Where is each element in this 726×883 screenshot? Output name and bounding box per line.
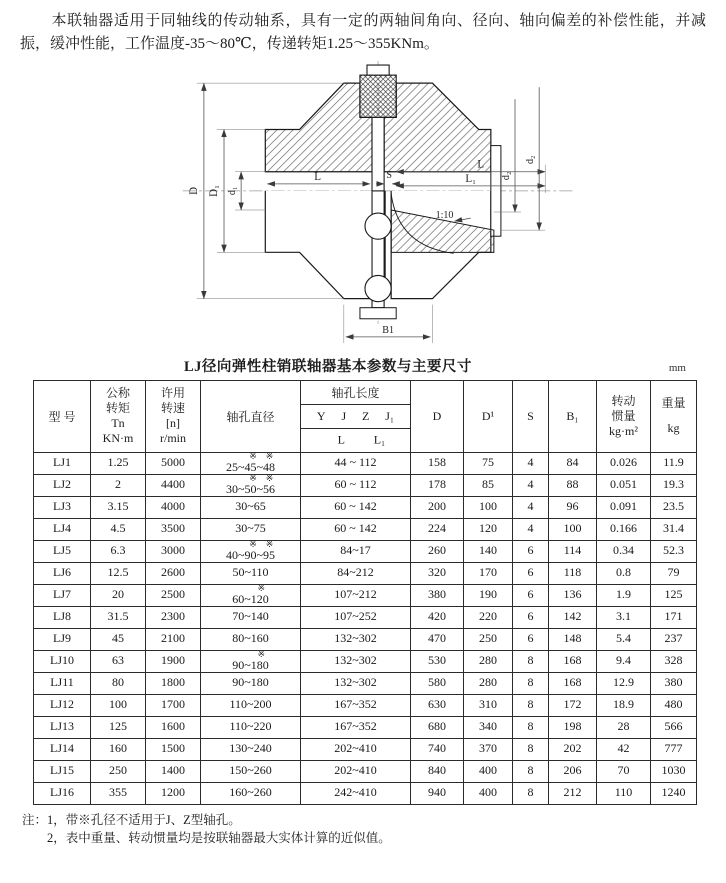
cell-bore: 30~75 <box>201 518 301 540</box>
cell-D1: 140 <box>464 540 513 562</box>
bore-footnote-marks: ※ <box>257 583 266 593</box>
cell-inertia: 9.4 <box>597 650 651 672</box>
cell-torque: 2 <box>91 474 146 496</box>
cell-speed: 1200 <box>146 782 201 804</box>
cell-bore <box>201 452 301 474</box>
cell-torque: 45 <box>91 628 146 650</box>
cell-torque: 20 <box>91 584 146 606</box>
cell-inertia: 0.166 <box>597 518 651 540</box>
cell-torque: 63 <box>91 650 146 672</box>
cell-length: 132~302 <box>301 650 411 672</box>
cell-S: 8 <box>513 672 549 694</box>
cell-D1: 75 <box>464 452 513 474</box>
cell-length: 167~352 <box>301 694 411 716</box>
cell-torque: 160 <box>91 738 146 760</box>
cell-B1: 118 <box>549 562 597 584</box>
cell-length: 107~212 <box>301 584 411 606</box>
cell-model: LJ14 <box>34 738 91 760</box>
elastic-sleeve <box>360 75 396 117</box>
cell-inertia: 0.026 <box>597 452 651 474</box>
cell-inertia: 28 <box>597 716 651 738</box>
note-line-2: 2，表中重量、转动惯量均是按联轴器最大实体计算的近似值。 <box>47 831 391 846</box>
cell-B1: 148 <box>549 628 597 650</box>
cell-speed: 4400 <box>146 474 201 496</box>
col-header-speed: 许用 转速 [n] r/min <box>146 380 201 452</box>
caption-row <box>0 353 726 380</box>
cell-B1: 100 <box>549 518 597 540</box>
cell-bore <box>201 584 301 606</box>
cell-B1: 168 <box>549 672 597 694</box>
cell-D: 740 <box>411 738 464 760</box>
cell-weight: 19.3 <box>651 474 697 496</box>
dim-d2-outer-label: d₂ <box>525 154 537 164</box>
cell-D: 470 <box>411 628 464 650</box>
cell-D1: 120 <box>464 518 513 540</box>
bore-value: 90~180 <box>232 658 269 672</box>
cell-inertia: 1.9 <box>597 584 651 606</box>
cell-torque: 100 <box>91 694 146 716</box>
col-header-D1: D¹ <box>464 380 513 452</box>
cell-D1: 100 <box>464 496 513 518</box>
intro-paragraph: 本联轴器适用于同轴线的传动轴系，具有一定的两轴间角向、径向、轴向偏差的补偿性能，并减振，缓冲性能，工作温度-35～80℃，传递转矩1.25～355KNm。 <box>20 13 706 53</box>
notes <box>22 811 726 849</box>
cell-S: 4 <box>513 474 549 496</box>
cell-model: LJ13 <box>34 716 91 738</box>
cell-D: 840 <box>411 760 464 782</box>
dim-d2-inner-label: d₂ <box>500 171 512 180</box>
cell-bore: 150~260 <box>201 760 301 782</box>
cell-weight: 328 <box>651 650 697 672</box>
cell-S: 8 <box>513 694 549 716</box>
cell-model: LJ4 <box>34 518 91 540</box>
cell-length: 84~17 <box>301 540 411 562</box>
cell-bore <box>201 650 301 672</box>
cell-speed: 3500 <box>146 518 201 540</box>
cell-speed: 1800 <box>146 672 201 694</box>
cell-model: LJ5 <box>34 540 91 562</box>
cell-bore: 130~240 <box>201 738 301 760</box>
dim-d1-label: d₁ <box>227 186 239 195</box>
table-row <box>34 716 697 738</box>
cell-model: LJ8 <box>34 606 91 628</box>
coupling-section-svg <box>146 59 590 351</box>
right-shaft-end <box>491 145 501 236</box>
taper-label: 1:10 <box>435 209 454 221</box>
cell-model: LJ1 <box>34 452 91 474</box>
cell-bore: 50~110 <box>201 562 301 584</box>
table-row <box>34 562 697 584</box>
cell-speed: 2100 <box>146 628 201 650</box>
cell-D: 940 <box>411 782 464 804</box>
cell-D1: 280 <box>464 672 513 694</box>
cell-D: 530 <box>411 650 464 672</box>
col-header-length-types: Y J Z J₁ <box>301 404 411 428</box>
col-header-torque: 公称 转矩 Tn KN·m <box>91 380 146 452</box>
cell-weight: 380 <box>651 672 697 694</box>
cell-length: 44 ~ 112 <box>301 452 411 474</box>
cell-S: 6 <box>513 628 549 650</box>
pin-retainer <box>360 307 396 318</box>
cell-bore: 110~200 <box>201 694 301 716</box>
cell-D1: 370 <box>464 738 513 760</box>
cell-inertia: 0.091 <box>597 496 651 518</box>
table-row <box>34 782 697 804</box>
cell-torque: 355 <box>91 782 146 804</box>
cell-S: 4 <box>513 496 549 518</box>
bore-value: 40~90~95 <box>226 548 275 562</box>
cell-B1: 206 <box>549 760 597 782</box>
cell-S: 6 <box>513 606 549 628</box>
unit-label: mm <box>668 361 686 374</box>
table-row <box>34 518 697 540</box>
cell-inertia: 5.4 <box>597 628 651 650</box>
cell-S: 4 <box>513 452 549 474</box>
table-row <box>34 738 697 760</box>
cell-bore <box>201 474 301 496</box>
cell-bore: 30~65 <box>201 496 301 518</box>
cell-D1: 340 <box>464 716 513 738</box>
table-row <box>34 452 697 474</box>
cell-D: 630 <box>411 694 464 716</box>
cell-bore <box>201 540 301 562</box>
cell-length: 60 ~ 142 <box>301 518 411 540</box>
cell-speed: 1500 <box>146 738 201 760</box>
cell-speed: 1700 <box>146 694 201 716</box>
cell-D: 260 <box>411 540 464 562</box>
cell-speed: 1600 <box>146 716 201 738</box>
cell-inertia: 3.1 <box>597 606 651 628</box>
cell-weight: 52.3 <box>651 540 697 562</box>
cell-speed: 2300 <box>146 606 201 628</box>
col-header-weight: 重量 kg <box>651 380 697 452</box>
cell-B1: 168 <box>549 650 597 672</box>
cell-length: 60 ~ 142 <box>301 496 411 518</box>
bore-footnote-marks: ※ ※ <box>249 451 274 461</box>
table-row <box>34 496 697 518</box>
cell-torque: 12.5 <box>91 562 146 584</box>
cell-length: 132~302 <box>301 672 411 694</box>
cell-torque: 6.3 <box>91 540 146 562</box>
cell-inertia: 70 <box>597 760 651 782</box>
table-body <box>34 452 697 804</box>
cell-speed: 4000 <box>146 496 201 518</box>
dim-B1-label: B1 <box>382 324 395 336</box>
cell-torque: 3.15 <box>91 496 146 518</box>
cell-S: 8 <box>513 760 549 782</box>
cell-torque: 80 <box>91 672 146 694</box>
cell-inertia: 12.9 <box>597 672 651 694</box>
cell-D: 320 <box>411 562 464 584</box>
dim-D1-label: D₁ <box>207 184 220 197</box>
elastic-element-1 <box>365 213 391 239</box>
bore-footnote-marks: ※ ※ <box>249 539 274 549</box>
pin-cap <box>367 65 389 75</box>
cell-S: 8 <box>513 782 549 804</box>
cell-inertia: 42 <box>597 738 651 760</box>
cell-B1: 84 <box>549 452 597 474</box>
col-header-bore: 轴孔直径 <box>201 380 301 452</box>
dim-D-label: D <box>187 186 200 195</box>
cell-S: 6 <box>513 562 549 584</box>
bore-footnote-marks: ※ ※ <box>249 473 274 483</box>
cell-B1: 172 <box>549 694 597 716</box>
cell-torque: 1.25 <box>91 452 146 474</box>
table-row <box>34 650 697 672</box>
cell-length: 84~212 <box>301 562 411 584</box>
document-page <box>0 10 726 883</box>
cell-B1: 198 <box>549 716 597 738</box>
table-row <box>34 672 697 694</box>
cell-bore: 70~140 <box>201 606 301 628</box>
dim-L1-label: L₁ <box>465 172 477 185</box>
cell-torque: 4.5 <box>91 518 146 540</box>
table-row <box>34 540 697 562</box>
cell-inertia: 18.9 <box>597 694 651 716</box>
cell-bore: 80~160 <box>201 628 301 650</box>
cell-D1: 85 <box>464 474 513 496</box>
cell-S: 6 <box>513 584 549 606</box>
col-header-B1: B₁ <box>549 380 597 452</box>
cell-model: LJ16 <box>34 782 91 804</box>
dim-L-right-label: L <box>477 158 485 171</box>
cell-weight: 237 <box>651 628 697 650</box>
cell-weight: 31.4 <box>651 518 697 540</box>
table-row <box>34 760 697 782</box>
cell-D1: 220 <box>464 606 513 628</box>
cell-B1: 142 <box>549 606 597 628</box>
cell-model: LJ7 <box>34 584 91 606</box>
table-row <box>34 584 697 606</box>
cell-D1: 400 <box>464 760 513 782</box>
cell-model: LJ11 <box>34 672 91 694</box>
cell-inertia: 0.8 <box>597 562 651 584</box>
cell-model: LJ15 <box>34 760 91 782</box>
cell-weight: 11.9 <box>651 452 697 474</box>
cell-torque: 250 <box>91 760 146 782</box>
cell-weight: 480 <box>651 694 697 716</box>
cell-D: 200 <box>411 496 464 518</box>
cell-bore: 110~220 <box>201 716 301 738</box>
cell-weight: 1240 <box>651 782 697 804</box>
cell-speed: 1900 <box>146 650 201 672</box>
left-hub-section <box>265 83 372 172</box>
cell-B1: 136 <box>549 584 597 606</box>
cell-speed: 5000 <box>146 452 201 474</box>
cell-weight: 23.5 <box>651 496 697 518</box>
cell-speed: 1400 <box>146 760 201 782</box>
cell-D: 158 <box>411 452 464 474</box>
cell-weight: 1030 <box>651 760 697 782</box>
bore-value: 30~50~56 <box>226 482 275 496</box>
cell-D: 224 <box>411 518 464 540</box>
cell-model: LJ9 <box>34 628 91 650</box>
col-header-inertia: 转动 惯量 kg·m² <box>597 380 651 452</box>
cell-D: 420 <box>411 606 464 628</box>
cell-D1: 280 <box>464 650 513 672</box>
cell-length: 202~410 <box>301 760 411 782</box>
cell-inertia: 110 <box>597 782 651 804</box>
bore-footnote-marks: ※ <box>257 649 266 659</box>
cell-D: 178 <box>411 474 464 496</box>
cell-speed: 2600 <box>146 562 201 584</box>
table-row <box>34 606 697 628</box>
cell-S: 8 <box>513 738 549 760</box>
cell-B1: 96 <box>549 496 597 518</box>
cell-B1: 88 <box>549 474 597 496</box>
cell-D1: 170 <box>464 562 513 584</box>
bore-value: 60~120 <box>232 592 269 606</box>
cell-weight: 777 <box>651 738 697 760</box>
cell-D: 680 <box>411 716 464 738</box>
cell-length: 167~352 <box>301 716 411 738</box>
cell-S: 8 <box>513 716 549 738</box>
cell-B1: 212 <box>549 782 597 804</box>
col-header-length-lens: L L₁ <box>301 428 411 452</box>
table-row <box>34 474 697 496</box>
dim-L-left-label: L <box>314 170 322 183</box>
dim-S-label: S <box>386 169 392 181</box>
cell-B1: 114 <box>549 540 597 562</box>
cell-inertia: 0.051 <box>597 474 651 496</box>
spec-table <box>33 380 697 805</box>
cell-weight: 171 <box>651 606 697 628</box>
coupling-drawing <box>146 59 590 351</box>
cell-weight: 125 <box>651 584 697 606</box>
cell-D: 580 <box>411 672 464 694</box>
cell-weight: 566 <box>651 716 697 738</box>
cell-length: 242~410 <box>301 782 411 804</box>
col-header-model: 型 号 <box>34 380 91 452</box>
cell-length: 60 ~ 112 <box>301 474 411 496</box>
cell-torque: 31.5 <box>91 606 146 628</box>
cell-bore: 160~260 <box>201 782 301 804</box>
cell-model: LJ10 <box>34 650 91 672</box>
cell-length: 132~302 <box>301 628 411 650</box>
cell-S: 6 <box>513 540 549 562</box>
cell-bore: 90~180 <box>201 672 301 694</box>
cell-length: 107~252 <box>301 606 411 628</box>
cell-model: LJ3 <box>34 496 91 518</box>
cell-D1: 400 <box>464 782 513 804</box>
radial-pin-upper <box>372 117 384 192</box>
col-header-S: S <box>513 380 549 452</box>
cell-D1: 310 <box>464 694 513 716</box>
right-hub-section <box>384 83 491 172</box>
cell-S: 4 <box>513 518 549 540</box>
cell-D1: 250 <box>464 628 513 650</box>
cell-speed: 3000 <box>146 540 201 562</box>
cell-length: 202~410 <box>301 738 411 760</box>
note-line-1: 注：1，带※孔径不适用于J、Z型轴孔。 <box>22 812 241 827</box>
cell-S: 8 <box>513 650 549 672</box>
cell-torque: 125 <box>91 716 146 738</box>
cell-model: LJ12 <box>34 694 91 716</box>
cell-model: LJ6 <box>34 562 91 584</box>
cell-D1: 190 <box>464 584 513 606</box>
cell-weight: 79 <box>651 562 697 584</box>
elastic-element-2 <box>365 275 391 301</box>
table-row <box>34 628 697 650</box>
cell-speed: 2500 <box>146 584 201 606</box>
col-header-length-group: 轴孔长度 <box>301 380 411 404</box>
cell-D: 380 <box>411 584 464 606</box>
cell-inertia: 0.34 <box>597 540 651 562</box>
cell-model: LJ2 <box>34 474 91 496</box>
col-header-D: D <box>411 380 464 452</box>
cell-B1: 202 <box>549 738 597 760</box>
bore-value: 25~45~48 <box>226 460 275 474</box>
table-row <box>34 694 697 716</box>
table-title: LJ径向弹性柱销联轴器基本参数与主要尺寸 <box>184 358 472 375</box>
